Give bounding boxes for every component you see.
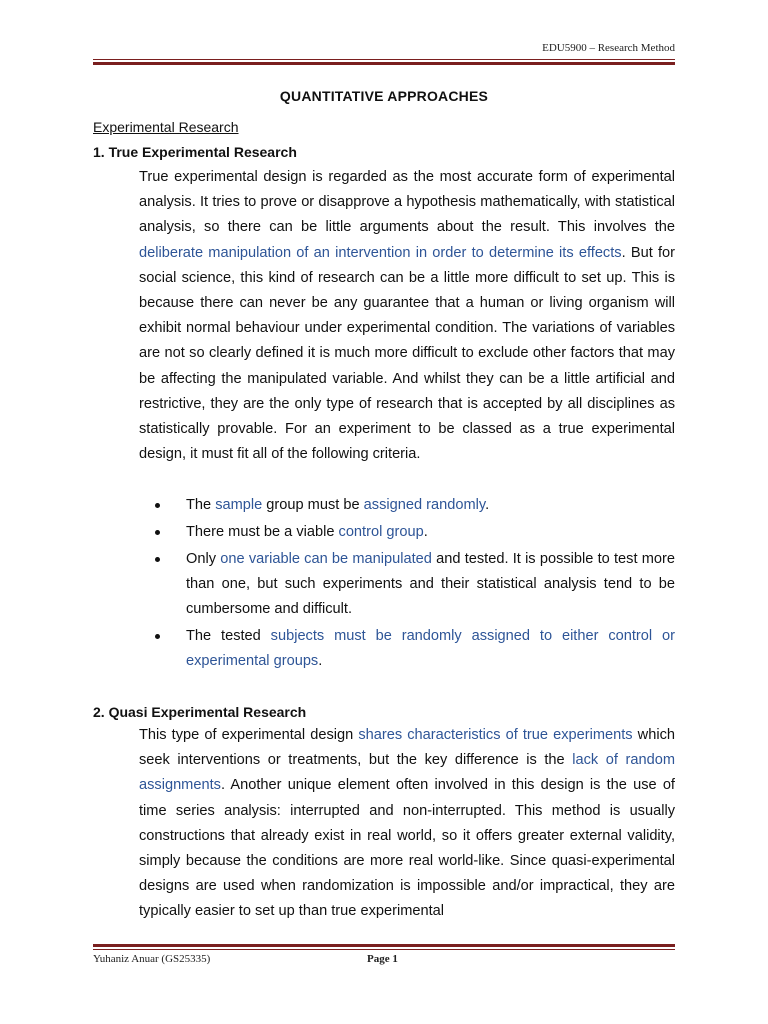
- bullet-icon: [155, 503, 160, 508]
- highlight-text: deliberate manipulation of an intervention in order to determine its effects: [139, 244, 622, 261]
- header-course: EDU5900 – Research Method: [542, 42, 675, 54]
- list-item: [155, 520, 675, 545]
- text-run: .: [423, 523, 428, 540]
- bullet-icon: [155, 557, 160, 562]
- text-run: There must be a viable: [186, 523, 339, 540]
- bullet-icon: [155, 530, 160, 535]
- list-item: [155, 624, 675, 674]
- text-run: which seek interventions or treatments, but the key difference is the: [139, 727, 675, 769]
- text-run: .: [485, 497, 490, 513]
- section1-heading: 1. True Experimental Research: [93, 144, 297, 160]
- highlight-text: control group: [338, 523, 424, 540]
- highlight-text: sample: [215, 497, 263, 513]
- bullet-icon: [155, 634, 160, 639]
- footer-rule: [93, 944, 675, 950]
- highlight-text: subjects must be randomly assigned to either control or experimental groups: [186, 627, 675, 669]
- section1-paragraph: [139, 165, 675, 467]
- section2-paragraph: [139, 723, 675, 925]
- text-run: and tested. It is possible to test more than one, but such experiments and their statistical analysis tend to be cumbersome and difficult.: [186, 550, 676, 617]
- text-run: Only: [186, 550, 221, 567]
- text-run: . Another unique element often involved in this design is the use of time series analysis: interrupted and non-interrupted. This method is usually constructions that already exist in real world, so it offers greater external validity, simply because the conditions are more real world-like. Since quasi-experimental designs are used when randomization is impossible and/or impractical, they are typically easier to set up than true experimental: [139, 777, 675, 920]
- section-subtitle: Experimental Research: [93, 119, 239, 135]
- highlight-text: assigned randomly: [363, 497, 486, 513]
- text-run: .: [318, 653, 323, 669]
- highlight-text: shares characteristics of true experiments: [358, 727, 633, 743]
- text-run: The tested: [186, 627, 271, 644]
- text-run: The: [186, 497, 216, 513]
- list-item: [155, 493, 675, 518]
- highlight-text: one variable can be manipulated: [220, 550, 432, 567]
- header-rule: [93, 59, 675, 65]
- text-run: . But for social science, this kind of research can be a little more difficult to set up. This is because there can never be any guarantee that a human or living organism will exhibit normal behaviour under experimental condition. The variations of variables are not so clearly defined it is much more difficult to exclude other factors that may be affecting the manipulated variable. And whilst they can be a little artificial and restrictive, they are the only type of research that is accepted by all disciplines as statistically provable. For an experiment to be classed as a true experimental design, it must fit all of the following criteria.: [139, 244, 675, 463]
- page-number: Page 1: [367, 953, 398, 965]
- footer-author: Yuhaniz Anuar (GS25335): [93, 953, 211, 965]
- text-run: This type of experimental design: [139, 727, 359, 743]
- list-item: [155, 547, 675, 623]
- criteria-list: [155, 493, 675, 676]
- page-title: QUANTITATIVE APPROACHES: [279, 88, 489, 104]
- text-run: True experimental design is regarded as the most accurate form of experimental analysis. It tries to prove or disapprove a hypothesis mathematically, with statistical analysis, so there can be little arguments about the result. This involves the: [139, 169, 675, 236]
- section2-heading: 2. Quasi Experimental Research: [93, 704, 307, 720]
- text-run: group must be: [262, 497, 364, 513]
- highlight-text: lack of random assignments: [139, 752, 676, 794]
